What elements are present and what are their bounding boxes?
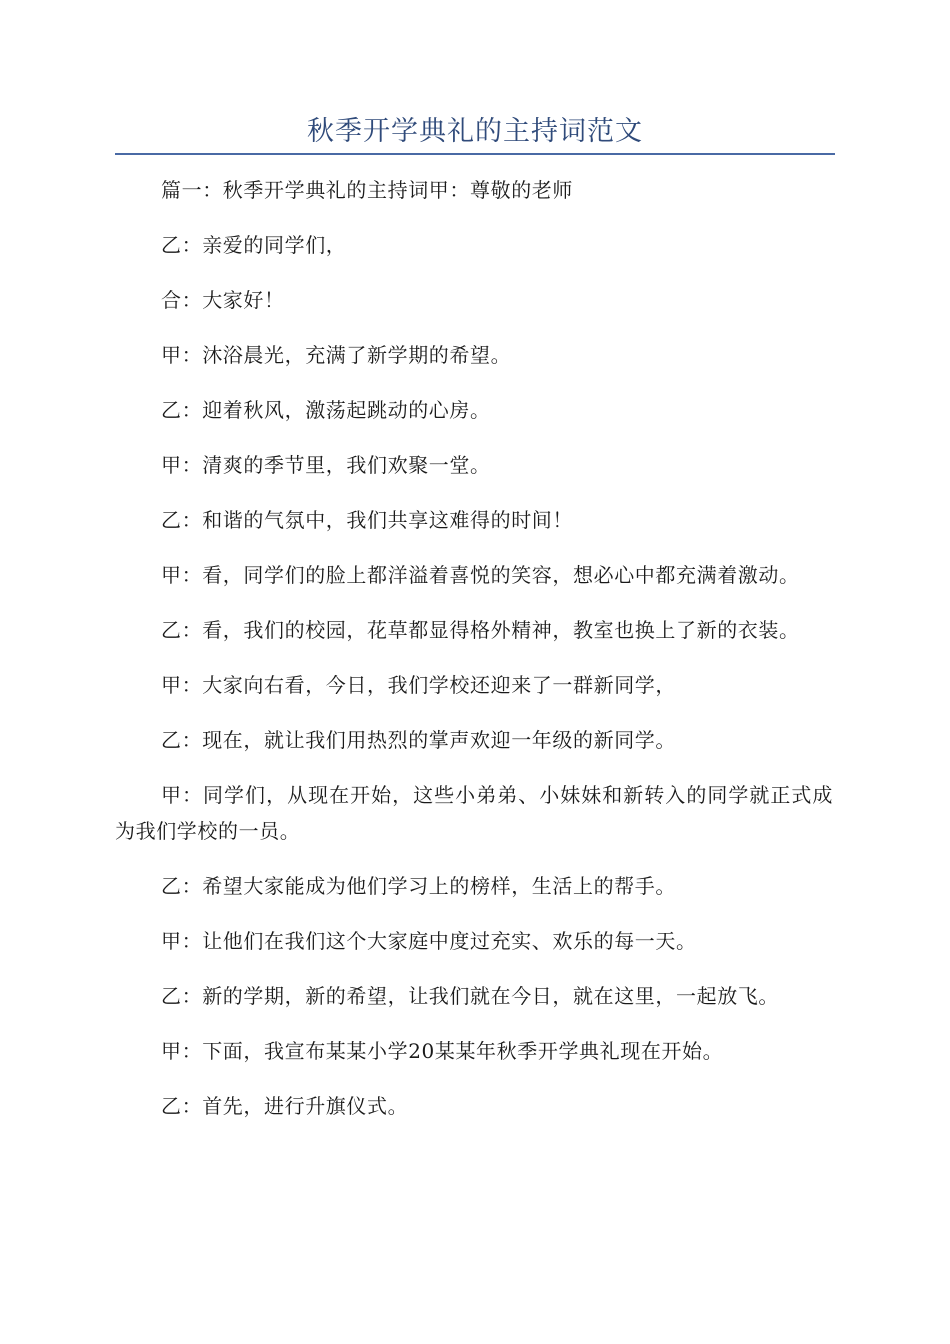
paragraph: 甲：沐浴晨光，充满了新学期的希望。 (161, 343, 512, 367)
paragraph: 乙：新的学期，新的希望，让我们就在今日，就在这里，一起放飞。 (161, 984, 779, 1008)
paragraph: 甲：同学们，从现在开始，这些小弟弟、小妹妹和新转入的同学就正式成为我们学校的一员。 (115, 783, 833, 843)
paragraph: 乙：现在，就让我们用热烈的掌声欢迎一年级的新同学。 (161, 728, 676, 752)
paragraph: 甲：大家向右看，今日，我们学校还迎来了一群新同学， (161, 673, 676, 697)
paragraph: 乙：迎着秋风，激荡起跳动的心房。 (161, 398, 491, 422)
paragraph: 乙：看，我们的校园，花草都显得格外精神，教室也换上了新的衣装。 (161, 618, 800, 642)
title-underline (115, 153, 835, 155)
paragraph: 乙：亲爱的同学们， (161, 233, 347, 257)
paragraph: 乙：和谐的气氛中，我们共享这难得的时间！ (161, 508, 573, 532)
paragraph: 乙：首先，进行升旗仪式。 (161, 1094, 409, 1118)
paragraph: 甲：看，同学们的脸上都洋溢着喜悦的笑容，想必心中都充满着激动。 (161, 563, 800, 587)
document-body (115, 172, 833, 1143)
paragraph: 乙：希望大家能成为他们学习上的榜样，生活上的帮手。 (161, 874, 676, 898)
paragraph: 甲：下面，我宣布某某小学20某某年秋季开学典礼现在开始。 (161, 1039, 724, 1063)
paragraph: 篇一：秋季开学典礼的主持词甲：尊敬的老师 (161, 178, 573, 202)
paragraph: 合：大家好！ (161, 288, 285, 312)
title-block (115, 112, 835, 156)
paragraph: 甲：让他们在我们这个大家庭中度过充实、欢乐的每一天。 (161, 929, 697, 953)
document-title: 秋季开学典礼的主持词范文 (307, 116, 643, 147)
paragraph: 甲：清爽的季节里，我们欢聚一堂。 (161, 453, 491, 477)
